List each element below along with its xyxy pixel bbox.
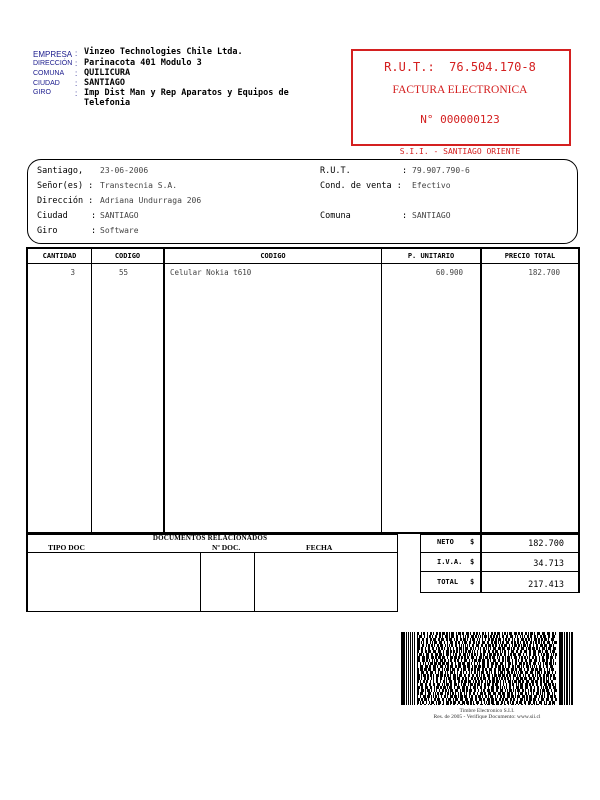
header-fecha: FECHA [306,543,333,552]
company-name: Vinzeo Technologies Chile Ltda. [84,47,243,57]
label-ciudad: CIUDAD [33,80,60,87]
label-empresa: EMPRESA [33,50,73,59]
header-precio-unitario: P. UNITARIO [407,252,455,260]
comuna-label: Comuna [320,211,351,221]
cell-codigo: 55 [118,268,128,277]
header-n-doc: Nº DOC. [212,543,241,552]
colon: : [402,211,408,221]
label-direccion: DIRECCIÓN [33,60,73,67]
colon: : [75,69,78,78]
currency-symbol: $ [470,558,475,566]
timbre-verification: Res. de 2005 - Verifique Documento: www.sii.cl [433,714,541,720]
label-comuna: COMUNA [33,70,65,77]
currency-symbol: $ [470,578,475,586]
colon: : [75,79,78,88]
rut-label: R.U.T. [320,166,351,176]
company-comuna: QUILICURA [84,68,131,78]
company-giro-line1: Imp Dist Man y Rep Aparatos y Equipos de [84,88,289,98]
label-giro: GIRO [33,89,51,96]
senor-label: Señor(es) : [37,181,94,191]
total-label: TOTAL [437,578,459,586]
client-comuna: SANTIAGO [412,211,451,220]
cond-venta: Efectivo [412,181,451,190]
company-giro-line2: Telefonia [84,98,131,108]
colon: : [402,166,408,176]
invoice-date: 23-06-2006 [100,166,149,175]
cell-precio-total: 182.700 [528,268,560,277]
header-codigo: CODIGO [114,252,141,260]
currency-symbol: $ [470,538,475,546]
client-rut: 79.907.790-6 [412,166,470,175]
city-date-label: Santiago, [37,166,84,176]
iva-label: I.V.A. [437,558,463,566]
cell-precio-unitario: 60.900 [435,268,463,277]
colon: : [91,211,97,221]
header-precio-total: PRECIO TOTAL [504,252,556,260]
colon: : [75,59,78,68]
total-value: 217.413 [528,580,564,590]
company-ciudad: SANTIAGO [84,78,125,88]
client-name: Transtecnia S.A. [100,181,178,190]
invoice-number: N° 000000123 [420,113,500,126]
neto-value: 182.700 [528,539,564,549]
header-tipo-doc: TIPO DOC [48,543,85,552]
company-address: Parinacota 401 Modulo 3 [84,58,202,68]
sii-office: S.I.I. - SANTIAGO ORIENTE [399,147,521,156]
issuer-rut: R.U.T.: 76.504.170-8 [384,60,536,74]
related-docs-title: DOCUMENTOS RELACIONADOS [152,534,268,542]
cell-cantidad: 3 [70,268,75,277]
client-address: Adriana Undurraga 206 [100,196,202,205]
header-cantidad: CANTIDAD [42,252,77,260]
giro-label: Giro [37,226,58,236]
ciudad-label: Ciudad [37,211,68,221]
client-giro: Software [100,226,139,235]
cell-descripcion: Celular Nokia t610 [170,268,252,277]
direccion-label: Dirección : [37,196,94,206]
pdf417-barcode [401,632,573,705]
iva-value: 34.713 [533,559,564,569]
timbre-caption: Timbre Electronico S.I.I. [459,708,515,714]
neto-label: NETO [437,538,454,546]
colon: : [75,89,78,98]
document-type: FACTURA ELECTRONICA [392,84,528,96]
colon: : [75,49,78,58]
header-descripcion: CODIGO [260,252,286,260]
cond-venta-label: Cond. de venta : [320,181,402,191]
colon: : [91,226,97,236]
client-city: SANTIAGO [100,211,139,220]
